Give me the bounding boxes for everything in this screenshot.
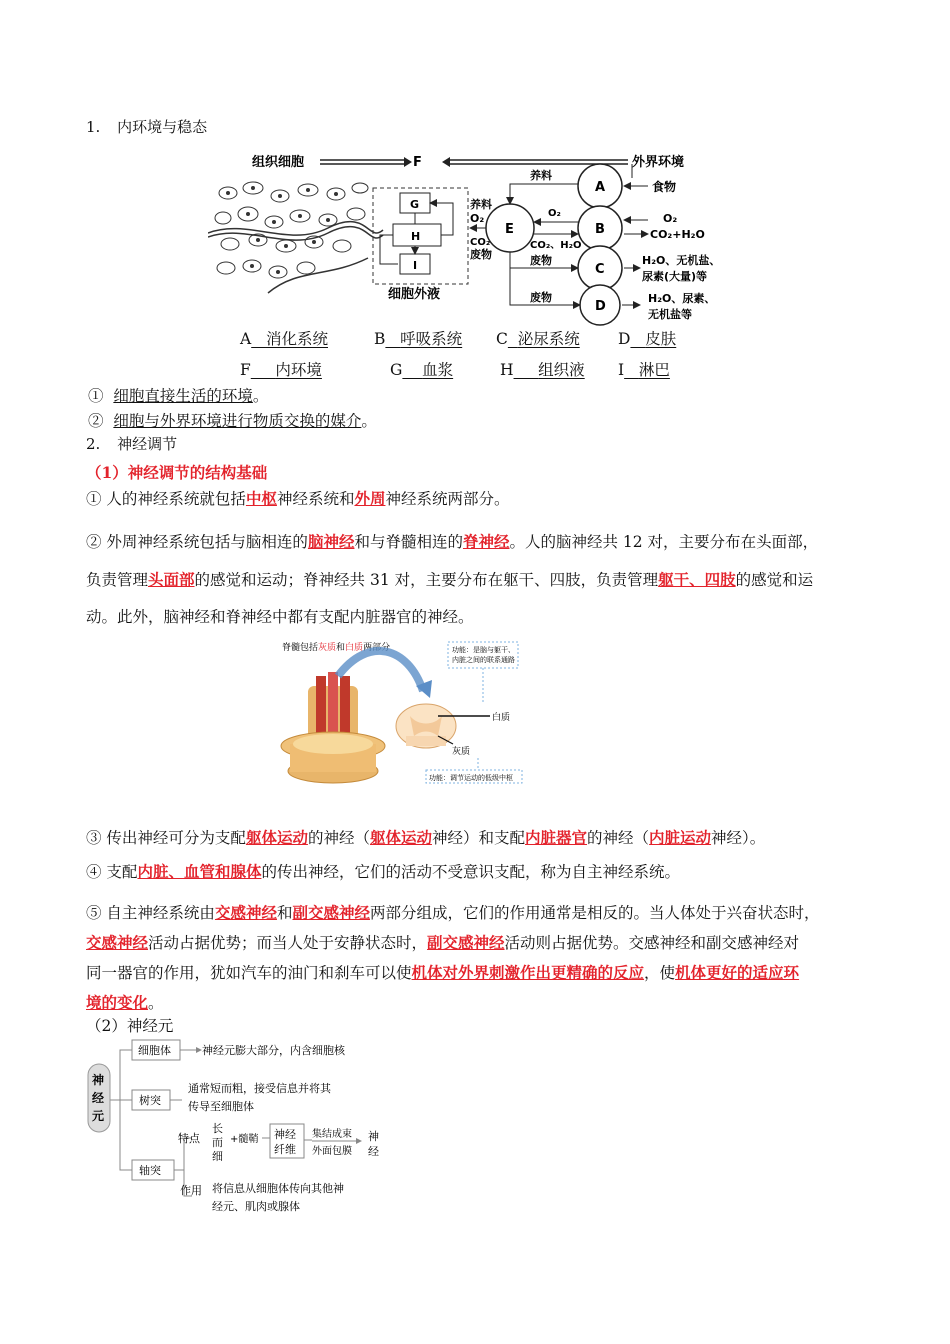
white-matter-function-1: 功能：是脑与躯干、 xyxy=(452,646,515,654)
dendrite-description-1: 通常短而粗，接受信息并将其 xyxy=(188,1082,331,1095)
o2-left: O₂ xyxy=(470,212,485,225)
subheading-structure: （1）神经调节的结构基础 xyxy=(86,463,268,482)
circle-b: B xyxy=(595,222,605,237)
neuron-root-2: 经 xyxy=(92,1091,105,1105)
myelin-label: +髓鞘 xyxy=(230,1134,259,1145)
answer-a: A 消化系统 xyxy=(240,330,328,348)
co2-h2o-mid: CO₂、H₂O xyxy=(530,240,582,251)
paragraph-4: ④ 支配内脏、血管和腺体的传出神经，它们的活动不受意识支配，称为自主神经系统。 xyxy=(86,862,680,881)
answer-i: I 淋巴 xyxy=(618,361,670,379)
paragraph-2: ② 外周神经系统包括与脑相连的脑神经和与脊髓相连的脊神经。人的脑神经共 12 对，主要分布在头面部， 负责管理头面部的感觉和运动；脊神经共 31 对，主要分布在躯干、四肢，负责管理躯干、四肢的感觉和运 动。此外，脑神经和脊神经中都有支配内脏器官的神经。 xyxy=(86,532,819,626)
nerve-1: 神 xyxy=(368,1130,379,1143)
waste-c: 废物 xyxy=(530,254,552,267)
o2-mid: O₂ xyxy=(548,208,561,219)
nerve-fiber-1: 神经 xyxy=(274,1128,296,1141)
point-1: ① 细胞直接生活的环境。 xyxy=(88,387,269,405)
answer-d: D 皮肤 xyxy=(618,330,677,348)
nutrients-top: 养料 xyxy=(530,169,552,182)
answers-row-2 xyxy=(240,358,670,380)
waste-d: 废物 xyxy=(530,291,552,304)
homeostasis-diagram xyxy=(208,148,748,326)
section-1-heading xyxy=(86,117,207,137)
tissue-cells-illustration xyxy=(208,178,383,293)
white-matter-function-2: 内脏之间的联系通路 xyxy=(452,656,515,664)
heading-text: 内环境与稳态 xyxy=(117,118,208,136)
answer-h: H 组织液 xyxy=(500,361,585,379)
dendrite-label: 树突 xyxy=(139,1094,161,1107)
paragraph-3: ③ 传出神经可分为支配躯体运动的神经（躯体运动神经）和支配内脏器官的神经（内脏运动神经）。 xyxy=(86,828,766,847)
answer-g: G 血浆 xyxy=(390,361,454,379)
dendrite-description-2: 传导至细胞体 xyxy=(188,1100,254,1113)
cell-body-description: 神经元膨大部分，内含细胞核 xyxy=(202,1044,345,1057)
white-matter-label: 白质 xyxy=(492,713,511,723)
label-f: F xyxy=(413,155,422,170)
circle-e: E xyxy=(505,222,514,237)
answer-c: C 泌尿系统 xyxy=(496,330,580,348)
spinal-cord-figure xyxy=(278,636,528,796)
bundle-1: 集结成束 xyxy=(312,1129,352,1140)
box-i: I xyxy=(413,259,418,272)
neuron-root-3: 元 xyxy=(92,1109,105,1123)
box-h: H xyxy=(411,230,421,243)
function-label: 作用 xyxy=(180,1184,202,1197)
nerve-fiber-2: 纤维 xyxy=(274,1143,296,1156)
co2-h2o-right: CO₂+H₂O xyxy=(650,228,705,241)
neuron-root-1: 神 xyxy=(92,1073,105,1087)
co2-waste-2: 废物 xyxy=(470,248,492,261)
c-output-2: 尿素(大量)等 xyxy=(642,270,708,283)
function-description-1: 将信息从细胞体传向其他神 xyxy=(212,1182,344,1195)
circle-a: A xyxy=(595,180,606,195)
box-g: G xyxy=(410,198,420,211)
nerve-2: 经 xyxy=(368,1145,379,1158)
feature-label: 特点 xyxy=(178,1132,200,1145)
gray-matter-function: 功能：调节运动的低级中枢 xyxy=(429,774,513,782)
long-thin-3: 细 xyxy=(212,1150,223,1163)
cell-body-label: 细胞体 xyxy=(138,1044,171,1057)
function-description-2: 经元、肌肉或腺体 xyxy=(212,1200,300,1213)
d-output-2: 无机盐等 xyxy=(648,308,692,321)
paragraph-1: ① 人的神经系统就包括中枢神经系统和外周神经系统两部分。 xyxy=(86,489,510,508)
food-label: 食物 xyxy=(652,180,677,194)
extracellular-label: 细胞外液 xyxy=(388,287,441,302)
subheading-neuron: （2）神经元 xyxy=(86,1017,174,1035)
answer-f: F 内环境 xyxy=(240,361,322,379)
long-thin-1: 长 xyxy=(212,1122,223,1135)
tissue-cells-label: 组织细胞 xyxy=(252,155,305,170)
spine-title: 脊髓包括灰质和白质两部分 xyxy=(282,643,391,653)
o2-right: O₂ xyxy=(663,212,678,225)
d-output-1: H₂O、尿素、 xyxy=(648,292,716,305)
co2-waste-1: CO₂ xyxy=(470,237,491,248)
section-2-heading: 2. 神经调节 xyxy=(86,435,178,453)
axon-label: 轴突 xyxy=(139,1164,161,1177)
answer-b: B 呼吸系统 xyxy=(374,330,463,348)
nutrients-left: 养料 xyxy=(470,198,492,211)
point-2: ② 细胞与外界环境进行物质交换的媒介。 xyxy=(88,412,377,430)
circle-c: C xyxy=(595,262,605,277)
c-output-1: H₂O、无机盐、 xyxy=(642,254,721,267)
circle-d: D xyxy=(595,299,606,314)
answers-row-1 xyxy=(240,327,676,349)
vertebra-illustration xyxy=(281,672,385,783)
long-thin-2: 而 xyxy=(212,1136,223,1149)
heading-number: 1. xyxy=(86,118,101,136)
bundle-2: 外面包膜 xyxy=(312,1146,352,1157)
gray-matter-label: 灰质 xyxy=(452,747,471,757)
external-env-label: 外界环境 xyxy=(632,155,685,170)
neuron-concept-map xyxy=(86,1036,396,1220)
paragraph-5: ⑤ 自主神经系统由交感神经和副交感神经两部分组成，它们的作用通常是相反的。当人体处于兴奋状态时， 交感神经活动占据优势；而当人处于安静状态时，副交感神经活动则占据优势。交感神经和副交感神经对 同一器官的作用，犹如汽车的油门和刹车可以使机体对外界刺激作出更精确的反应，使机体更好的适应环 境的变化。 xyxy=(86,903,820,1012)
